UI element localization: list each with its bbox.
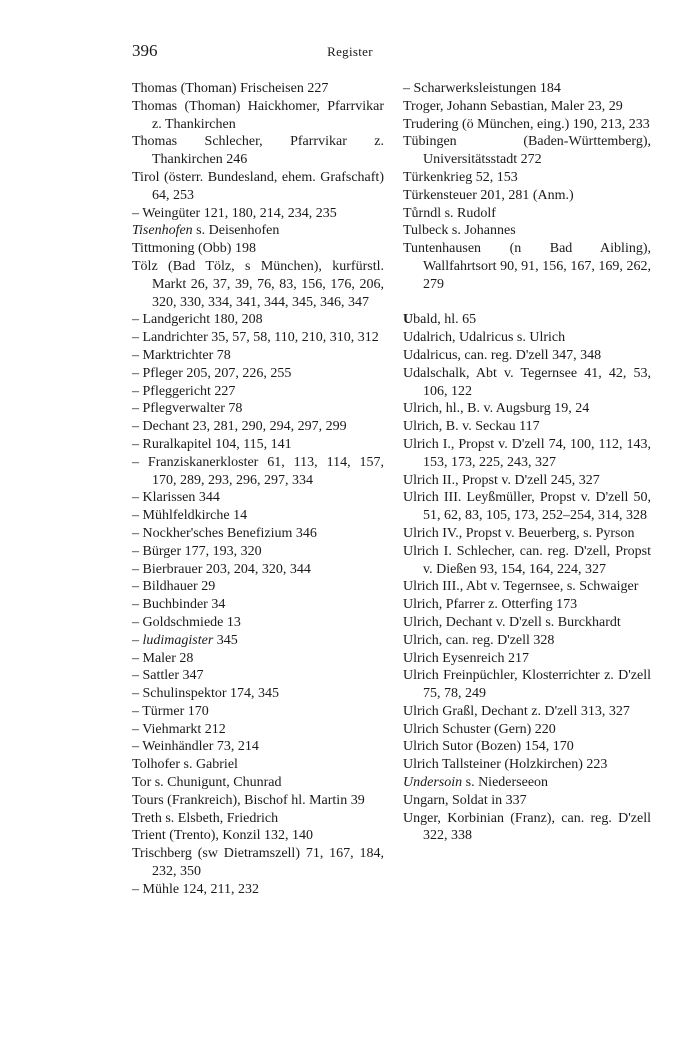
- entry-text: Ulrich, can. reg. D'zell 328: [403, 632, 555, 648]
- entry-text: – Marktrichter 78: [132, 347, 231, 363]
- index-entry: [403, 222, 651, 240]
- index-entry: [132, 810, 384, 828]
- index-entry: [132, 489, 384, 507]
- index-entry: [403, 650, 651, 668]
- index-entry: [403, 187, 651, 205]
- entry-text: Tulbeck s. Johannes: [403, 223, 516, 239]
- entry-italic-term: Undersoin: [403, 775, 463, 791]
- index-entry: [132, 169, 384, 205]
- index-entry: [403, 347, 651, 365]
- index-entry: [403, 169, 651, 187]
- entry-text: – Mühle 124, 211, 232: [132, 881, 260, 897]
- letter-section-gap: [403, 294, 651, 312]
- index-entry: [132, 738, 384, 756]
- entry-text: Troger, Johann Sebastian, Maler 23, 29: [403, 98, 623, 114]
- entry-text: bald, hl. 65: [413, 312, 477, 328]
- entry-text: Treth s. Elsbeth, Friedrich: [132, 810, 279, 826]
- entry-text: – Pflegverwalter 78: [132, 401, 243, 417]
- entry-text: Thomas (Thoman) Haickhomer, Pfarrvikar z. Thankirchen: [132, 98, 384, 132]
- index-entry: [132, 365, 384, 383]
- index-entry: [403, 721, 651, 739]
- index-entry: [403, 80, 651, 98]
- entry-text: Tůrndl s. Rudolf: [403, 205, 496, 221]
- entry-text: Ungarn, Soldat in 337: [403, 792, 527, 808]
- entry-text: – Goldschmiede 13: [132, 614, 241, 630]
- entry-text: – Maler 28: [132, 650, 194, 666]
- index-entry: [403, 543, 651, 579]
- index-entry: [403, 738, 651, 756]
- index-entry: [403, 810, 651, 846]
- index-entry: [132, 827, 384, 845]
- entry-text: Ulrich, Pfarrer z. Otterfing 173: [403, 597, 578, 613]
- entry-text: – Bierbrauer 203, 204, 320, 344: [132, 561, 311, 577]
- index-entry: [132, 205, 384, 223]
- index-entry: [132, 561, 384, 579]
- entry-text: Tittmoning (Obb) 198: [132, 241, 256, 257]
- index-entry: [132, 240, 384, 258]
- entry-text: – Pfleger 205, 207, 226, 255: [132, 365, 292, 381]
- entry-text: Türkensteuer 201, 281 (Anm.): [403, 187, 574, 203]
- index-entry: [403, 703, 651, 721]
- entry-text: – Schulinspektor 174, 345: [132, 686, 279, 702]
- index-entry: [132, 721, 384, 739]
- entry-text: – Klarissen 344: [132, 490, 220, 506]
- index-entry: [403, 240, 651, 293]
- entry-italic-term: ludimagister: [142, 632, 214, 648]
- index-entry: [403, 756, 651, 774]
- index-entry: [132, 845, 384, 881]
- entry-text: Trudering (ö München, eing.) 190, 213, 233: [403, 116, 650, 132]
- entry-text: Türkenkrieg 52, 153: [403, 169, 518, 185]
- entry-prefix: –: [132, 632, 143, 648]
- index-entry: [403, 614, 651, 632]
- entry-text: Thomas (Thoman) Frischeisen 227: [132, 81, 329, 96]
- index-column-right: [403, 80, 651, 845]
- entry-text: s. Niederseeon: [462, 775, 549, 791]
- index-entry: [132, 774, 384, 792]
- index-entry: [132, 685, 384, 703]
- entry-text: s. Deisenhofen: [192, 223, 280, 239]
- index-entry: [132, 98, 384, 134]
- entry-text: – Nockher'sches Benefizium 346: [132, 525, 317, 541]
- index-entry: [132, 418, 384, 436]
- index-entry: [132, 632, 384, 650]
- entry-text: Tours (Frankreich), Bischof hl. Martin 39: [132, 792, 365, 808]
- entry-italic-term: Tisenhofen: [132, 223, 193, 239]
- index-entry: [403, 774, 651, 792]
- index-entry: [132, 329, 384, 347]
- index-entry: [403, 472, 651, 490]
- entry-text: – Landrichter 35, 57, 58, 110, 210, 310, 312: [132, 330, 379, 346]
- index-entry: [132, 347, 384, 365]
- entry-text: Ulrich III. Leyßmüller, Propst v. D'zell 50, 51, 62, 83, 105, 173, 252–254, 314, 328: [403, 490, 651, 524]
- entry-text: – Bildhauer 29: [132, 579, 216, 595]
- index-entry: [132, 436, 384, 454]
- index-entry: [403, 116, 651, 134]
- index-entry: [132, 222, 384, 240]
- entry-text: Ulrich Schuster (Gern) 220: [403, 721, 556, 737]
- entry-text: Ulrich Eysenreich 217: [403, 650, 529, 666]
- index-entry: [132, 525, 384, 543]
- index-column-left: [132, 80, 384, 899]
- index-entry: [403, 525, 651, 543]
- index-entry: [403, 329, 651, 347]
- index-entry: [403, 596, 651, 614]
- entry-text: Tolhofer s. Gabriel: [132, 757, 238, 773]
- index-entry: [132, 507, 384, 525]
- entry-text: Tor s. Chunigunt, Chunrad: [132, 775, 282, 791]
- entry-text: – Ruralkapitel 104, 115, 141: [132, 436, 292, 452]
- index-entry: [132, 258, 384, 311]
- page-number: 396: [132, 41, 158, 60]
- index-entry: [132, 133, 384, 169]
- entry-text: – Scharwerksleistungen 184: [403, 81, 561, 96]
- entry-text: Ulrich I. Schlecher, can. reg. D'zell, Propst v. Dießen 93, 154, 164, 224, 327: [403, 543, 651, 577]
- entry-text: Trient (Trento), Konzil 132, 140: [132, 828, 313, 844]
- index-entry: [403, 489, 651, 525]
- index-entry: [403, 436, 651, 472]
- entry-text: Ulrich I., Propst v. D'zell 74, 100, 112, 143, 153, 173, 225, 243, 327: [403, 436, 651, 470]
- entry-text: – Dechant 23, 281, 290, 294, 297, 299: [132, 419, 347, 435]
- entry-text: Ulrich IV., Propst v. Beuerberg, s. Pyrson: [403, 525, 635, 541]
- index-entry: [403, 578, 651, 596]
- entry-text: Ulrich, Dechant v. D'zell s. Burckhardt: [403, 614, 621, 630]
- entry-text: – Pfleggericht 227: [132, 383, 236, 399]
- index-entry: [403, 667, 651, 703]
- entry-text: – Türmer 170: [132, 703, 209, 719]
- index-entry: [132, 703, 384, 721]
- index-entry: [132, 311, 384, 329]
- entry-text: Ulrich III., Abt v. Tegernsee, s. Schwaiger: [403, 579, 639, 595]
- index-entry: [403, 98, 651, 116]
- index-entry: [403, 133, 651, 169]
- entry-text: 345: [213, 632, 238, 648]
- entry-text: Udalschalk, Abt v. Tegernsee 41, 42, 53, 106, 122: [403, 365, 651, 399]
- entry-text: Ulrich Sutor (Bozen) 154, 170: [403, 739, 574, 755]
- entry-text: Udalricus, can. reg. D'zell 347, 348: [403, 347, 602, 363]
- index-entry: [403, 205, 651, 223]
- section-initial: U: [403, 312, 414, 328]
- entry-text: Ulrich II., Propst v. D'zell 245, 327: [403, 472, 600, 488]
- index-entry: [132, 80, 384, 98]
- entry-text: Tölz (Bad Tölz, s München), kurfürstl. Markt 26, 37, 39, 76, 83, 156, 176, 206, 320, 330, 334, 341, 344, 345, 346, 347: [132, 258, 384, 310]
- index-entry: [403, 792, 651, 810]
- index-entry: [403, 400, 651, 418]
- entry-text: Ulrich Tallsteiner (Holzkirchen) 223: [403, 757, 608, 773]
- entry-text: Tirol (österr. Bundesland, ehem. Grafschaft) 64, 253: [132, 169, 384, 203]
- entry-text: Trischberg (sw Dietramszell) 71, 167, 184, 232, 350: [132, 846, 384, 880]
- entry-text: Tuntenhausen (n Bad Aibling), Wallfahrtsort 90, 91, 156, 167, 169, 262, 279: [403, 241, 651, 292]
- entry-text: – Weinhändler 73, 214: [132, 739, 259, 755]
- index-entry: [132, 383, 384, 401]
- index-entry: [403, 365, 651, 401]
- entry-text: Ulrich, hl., B. v. Augsburg 19, 24: [403, 401, 590, 417]
- index-entry: [403, 632, 651, 650]
- entry-text: – Sattler 347: [132, 668, 204, 684]
- index-entry: [132, 792, 384, 810]
- entry-text: Thomas Schlecher, Pfarrvikar z. Thankirchen 246: [132, 134, 384, 168]
- index-entry: [132, 881, 384, 899]
- index-entry: [132, 667, 384, 685]
- running-head: Register: [327, 44, 373, 59]
- entry-text: Udalrich, Udalricus s. Ulrich: [403, 330, 566, 346]
- index-entry: [132, 454, 384, 490]
- entry-text: – Buchbinder 34: [132, 597, 226, 613]
- index-entry: [132, 756, 384, 774]
- index-entry: [132, 400, 384, 418]
- index-entry: [132, 578, 384, 596]
- entry-text: – Viehmarkt 212: [132, 721, 226, 737]
- index-entry: [132, 614, 384, 632]
- entry-text: – Franziskanerkloster 61, 113, 114, 157, 170, 289, 293, 296, 297, 334: [132, 454, 384, 488]
- entry-text: – Mühlfeldkirche 14: [132, 508, 248, 524]
- entry-text: Ulrich Freinpüchler, Klosterrichter z. D'zell 75, 78, 249: [403, 668, 651, 702]
- index-entry: [403, 418, 651, 436]
- index-entry: [132, 596, 384, 614]
- entry-text: Tübingen (Baden-Württemberg), Universitätsstadt 272: [403, 134, 651, 168]
- entry-text: Ulrich Graßl, Dechant z. D'zell 313, 327: [403, 703, 630, 719]
- index-entry: [132, 650, 384, 668]
- entry-text: Ulrich, B. v. Seckau 117: [403, 419, 540, 435]
- entry-text: – Landgericht 180, 208: [132, 312, 263, 328]
- entry-text: – Bürger 177, 193, 320: [132, 543, 262, 559]
- index-entry: [132, 543, 384, 561]
- entry-text: Unger, Korbinian (Franz), can. reg. D'zell 322, 338: [403, 810, 651, 844]
- index-entry: [403, 311, 651, 329]
- entry-text: – Weingüter 121, 180, 214, 234, 235: [132, 205, 337, 221]
